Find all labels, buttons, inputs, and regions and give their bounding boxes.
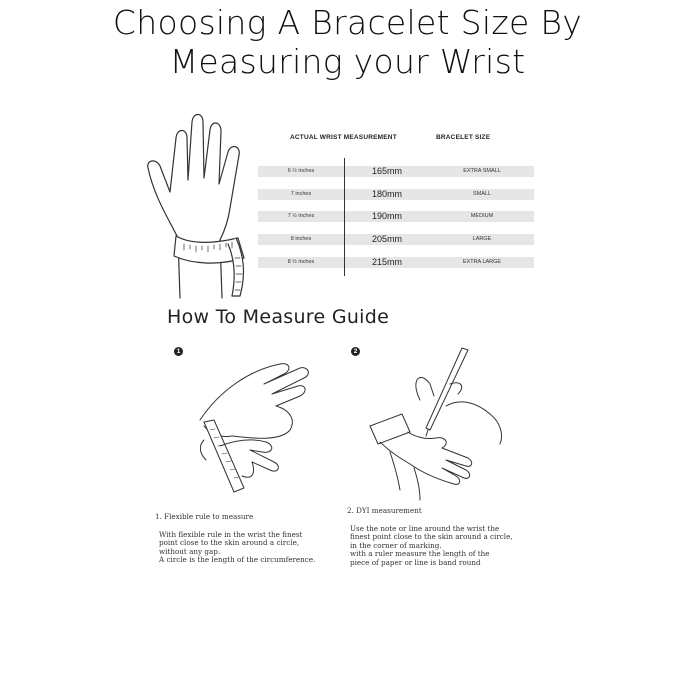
row-mm: 215mm <box>371 257 402 267</box>
step-1-body: With flexible rule in the wrist the finest point close to the skin around a circle, without any gap. A circle is the length of the circumference. <box>159 530 316 565</box>
table-row <box>258 257 534 268</box>
table-row <box>258 166 534 177</box>
step-2-body: Use the note or line around the wrist the finest point close to the skin around a circle, in the corner of marking. with a ruler measure the length of the piece of paper or line is band round <box>350 524 513 567</box>
table-row <box>258 234 534 245</box>
step-2-badge: 2 <box>351 347 360 356</box>
row-inches: 8 inches <box>290 236 312 242</box>
row-size: MEDIUM <box>470 213 494 219</box>
row-inches: 8 ½ inches <box>287 259 315 265</box>
row-inches: 7 inches <box>290 191 312 197</box>
row-size: EXTRA LARGE <box>462 259 502 265</box>
row-inches: 6 ½ inches <box>287 168 315 174</box>
guide-title: How To Measure Guide <box>167 306 390 328</box>
page-title-line-1: Choosing A Bracelet Size By <box>112 3 583 42</box>
step-2-heading: 2. DYI measurement <box>347 506 422 515</box>
row-size: LARGE <box>472 236 492 242</box>
row-mm: 180mm <box>371 189 402 199</box>
row-mm: 165mm <box>371 166 402 176</box>
row-size: SMALL <box>472 191 492 197</box>
row-mm: 205mm <box>371 234 402 244</box>
header-wrist-measurement: ACTUAL WRIST MEASUREMENT <box>290 134 397 141</box>
table-divider <box>344 158 345 276</box>
wrist-pen-marking-icon <box>350 340 510 505</box>
step-1-badge: 1 <box>174 347 183 356</box>
hand-with-tape-icon <box>140 108 260 304</box>
wrist-flexible-rule-icon <box>180 350 340 500</box>
table-row <box>258 189 534 200</box>
row-inches: 7 ½ inches <box>287 213 315 219</box>
page-title-line-2: Measuring your Wrist <box>169 42 526 81</box>
row-mm: 190mm <box>371 211 402 221</box>
table-row <box>258 211 534 222</box>
step-1-heading: 1. Flexible rule to measure <box>155 512 254 521</box>
row-size: EXTRA SMALL <box>463 168 501 174</box>
header-bracelet-size: BRACELET SIZE <box>436 134 491 141</box>
